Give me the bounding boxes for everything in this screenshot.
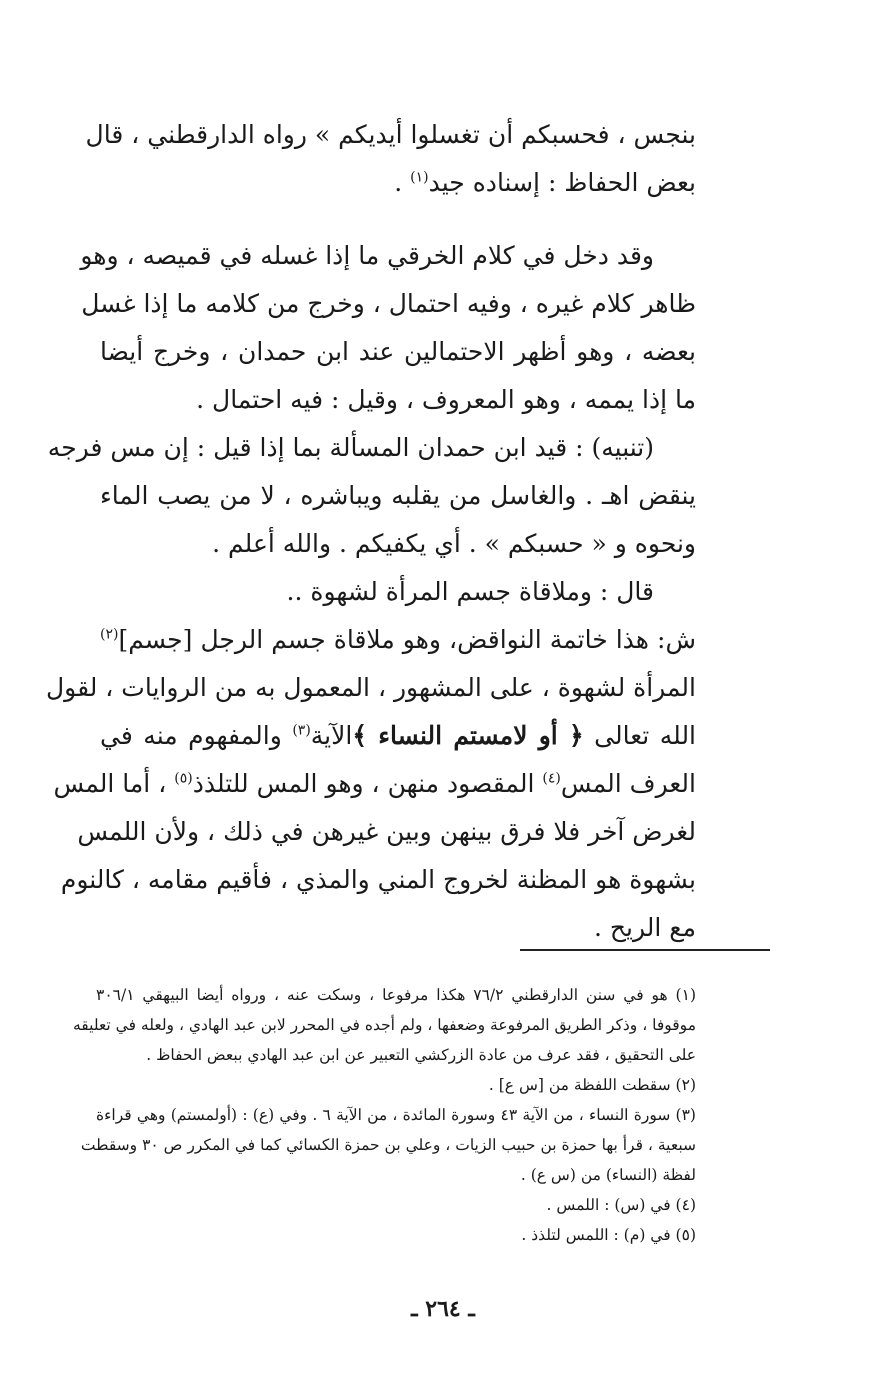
text-line: المرأة لشهوة ، على المشهور ، المعمول به من الروايات ، لقول	[45, 673, 696, 702]
text-segment: بعض الحفاظ : إسناده جيد	[428, 168, 696, 197]
paragraph-khiraqi	[45, 232, 697, 952]
text-line: ونحوه و « حسبكم » . أي يكفيكم . والله أعلم .	[212, 529, 696, 558]
footnote-ref: (٤)	[542, 770, 561, 787]
text-line	[100, 616, 696, 664]
footnote-line: (٢) سقطت اللفظة من [س ع] .	[488, 1076, 696, 1094]
text-line	[53, 760, 696, 808]
text-line: ما إذا يممه ، وهو المعروف ، وقيل : فيه احتمال .	[196, 385, 696, 414]
text-segment: الله تعالى	[583, 721, 697, 750]
footnote-line: على التحقيق ، فقد عرف من عادة الزركشي التعبير عن ابن عبد الهادي ببعض الحفاظ .	[146, 1046, 696, 1064]
footnote-line: (٥) في (م) : اللمس لتلذذ .	[521, 1226, 696, 1244]
page-number: ـ ٢٦٤ ـ	[411, 1296, 475, 1322]
footnote-ref: (٢)	[100, 626, 119, 643]
text-segment: ش: هذا خاتمة النواقض، وهو ملاقاة جسم الرجل [جسم]	[118, 625, 696, 654]
text-line: لغرض آخر فلا فرق بينهن وبين غيرهن في ذلك ، ولأن اللمس	[77, 817, 696, 846]
text-line: مع الريح .	[594, 913, 696, 942]
text-line: بشهوة هو المظنة لخروج المني والمذي ، فأقيم مقامه ، كالنوم	[60, 865, 696, 894]
text-segment: والمفهوم منه في	[100, 721, 293, 750]
footnote-divider	[520, 949, 770, 951]
matn-line: قال : وملاقاة جسم المرأة لشهوة ..	[286, 577, 654, 606]
footnote-ref: (٣)	[292, 722, 311, 739]
text-segment: العرف المس	[560, 769, 696, 798]
footnote-line: موقوفا ، وذكر الطريق المرفوعة وضعفها ، ولم أجده في المحرر لابن عبد الهادي ، ولعله في تعليقه	[72, 1016, 696, 1034]
text-line	[100, 712, 696, 760]
quran-verse: ﴿ أو لامستم النساء ﴾	[352, 721, 584, 750]
text-line	[100, 159, 696, 207]
footnote-ref: (١)	[410, 169, 429, 186]
footnote-line: (١) هو في سنن الدارقطني ٧٦/٢ هكذا مرفوعا ، وسكت عنه ، ورواه أيضا البيهقي ٣٠٦/١	[96, 986, 696, 1004]
text-line: وقد دخل في كلام الخرقي ما إذا غسله في قميصه ، وهو	[80, 241, 654, 270]
footnote-line: لفظة (النساء) من (س ع) .	[520, 1166, 696, 1184]
footnote-line: (٤) في (س) : اللمس .	[546, 1196, 696, 1214]
text-segment: المقصود منهن ، وهو المس للتلذذ	[192, 769, 543, 798]
text-line: بعضه ، وهو أظهر الاحتمالين عند ابن حمدان ، وخرج أيضا	[100, 337, 696, 366]
text-line: (تنبيه) : قيد ابن حمدان المسألة بما إذا قيل : إن مس فرجه	[47, 433, 654, 462]
footnote-ref: (٥)	[174, 770, 193, 787]
text-segment: ، أما المس	[53, 769, 175, 798]
footnote-line: (٣) سورة النساء ، من الآية ٤٣ وسورة المائدة ، من الآية ٦ . وفي (ع) : (أولمستم) وهي قراءة	[96, 1106, 696, 1124]
text-segment: .	[394, 168, 411, 197]
text-segment: الآية	[310, 721, 353, 750]
text-line: بنجس ، فحسبكم أن تغسلوا أيديكم » رواه الدارقطني ، قال	[85, 120, 696, 149]
paragraph-hadith-end	[85, 111, 696, 207]
footnotes	[72, 980, 696, 1250]
footnote-line: سبعية ، قرأ بها حمزة بن حبيب الزيات ، وعلي بن حمزة الكسائي كما في المكرر ص ٣٠ وسقطت	[80, 1136, 696, 1154]
text-line: ينقض اهـ . والغاسل من يقلبه ويباشره ، لا من يصب الماء	[100, 481, 696, 510]
text-line: ظاهر كلام غيره ، وفيه احتمال ، وخرج من كلامه ما إذا غسل	[81, 289, 696, 318]
